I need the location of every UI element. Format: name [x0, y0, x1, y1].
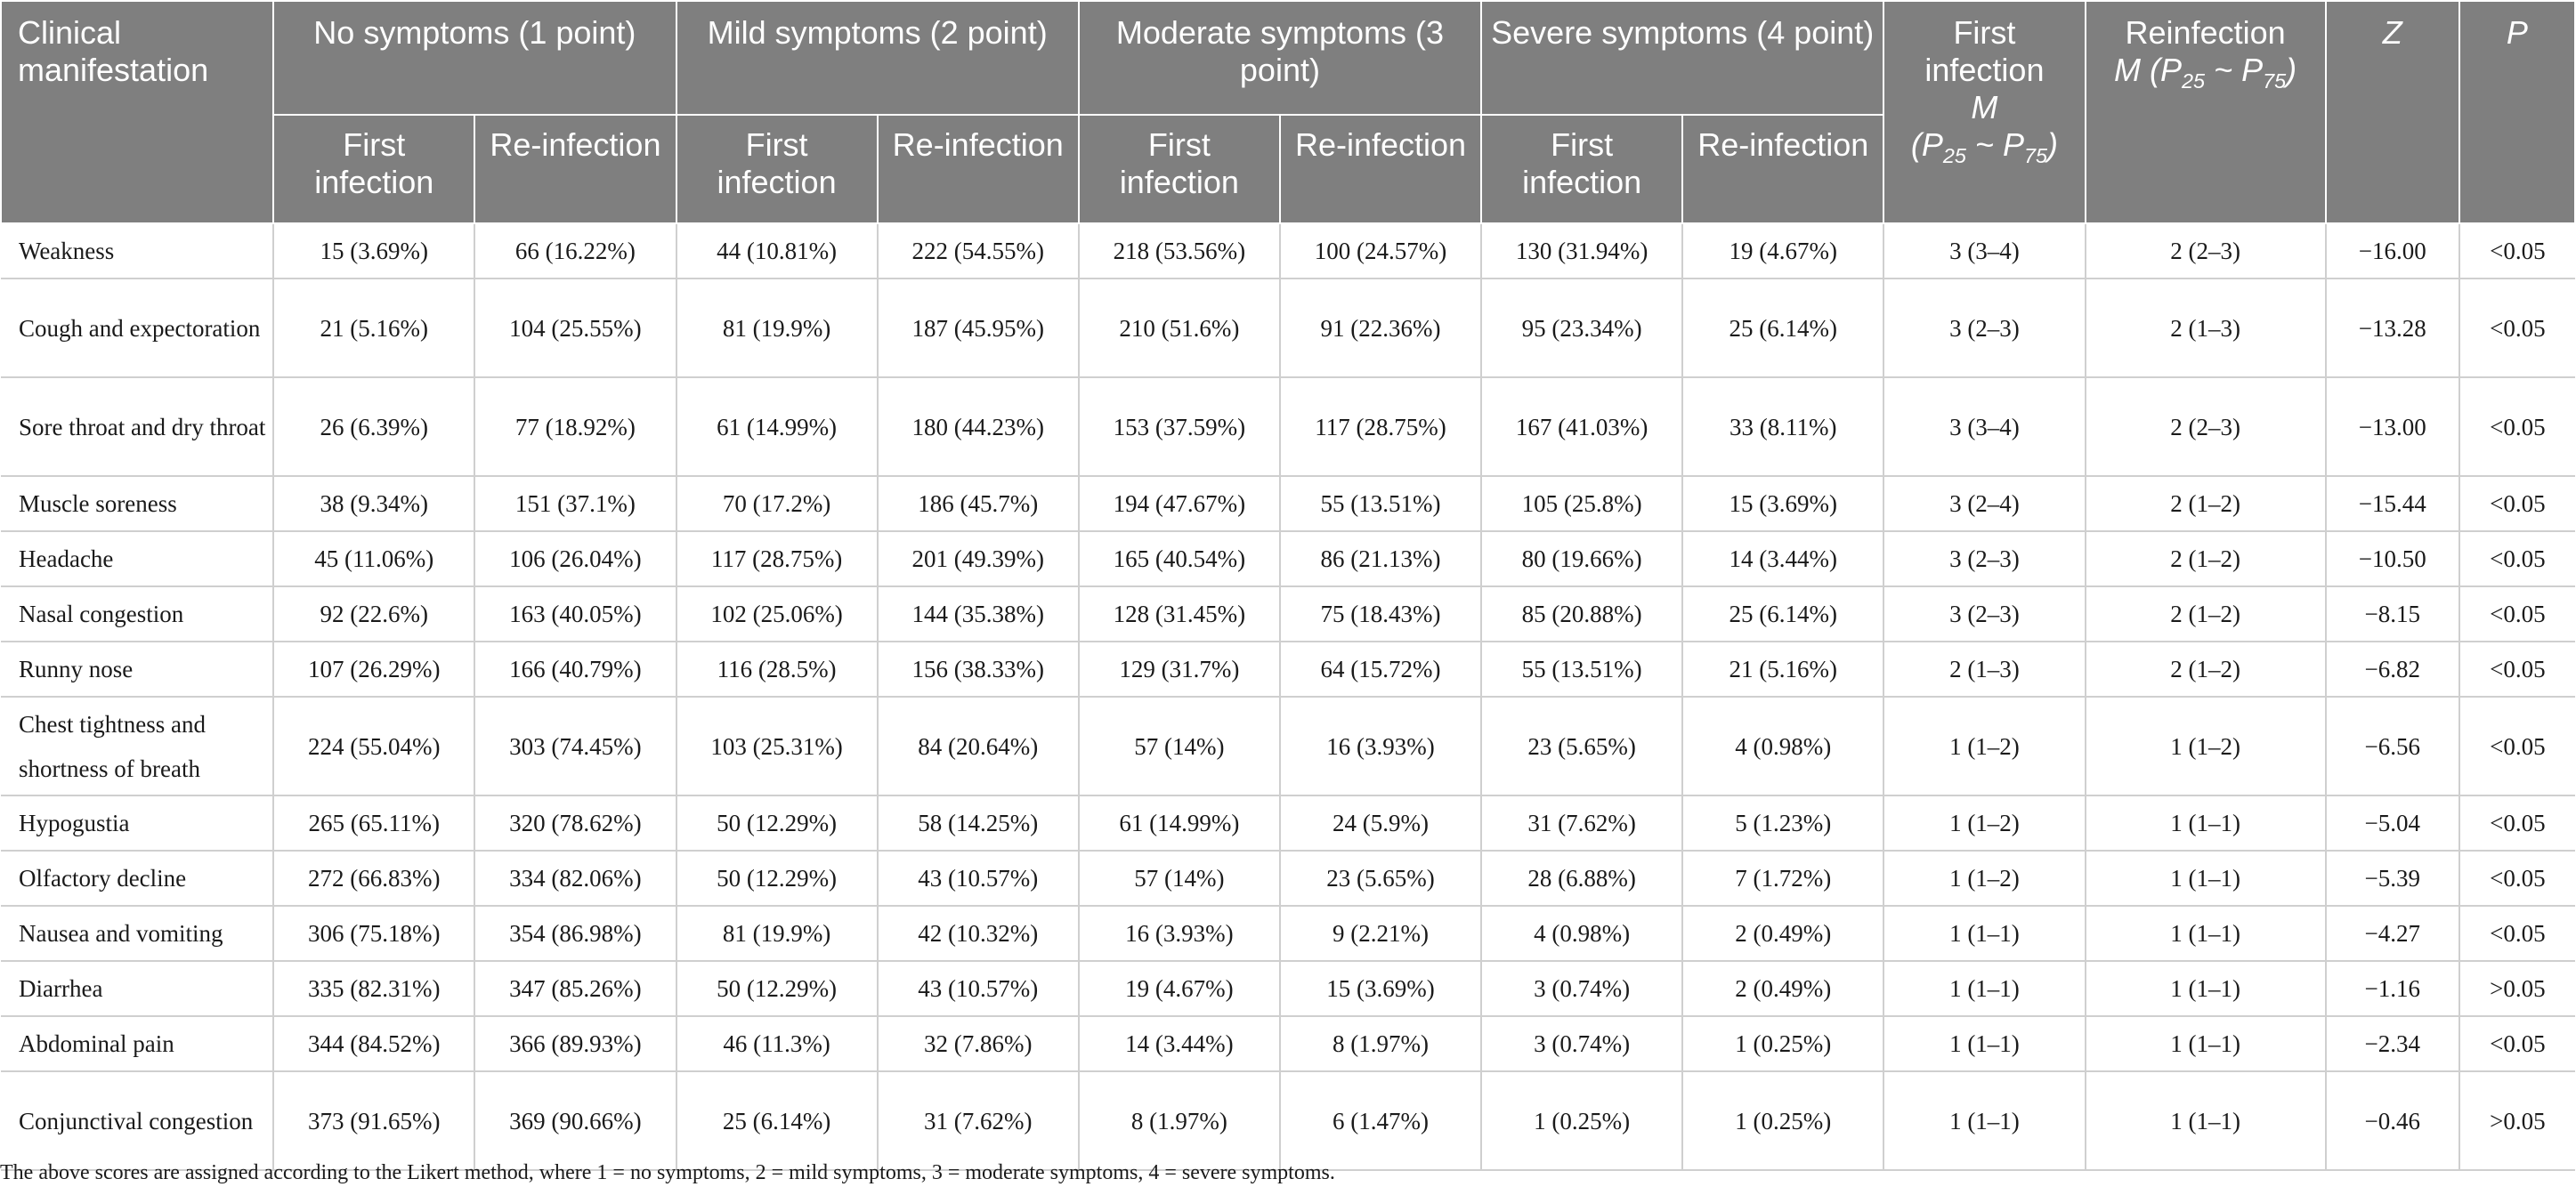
- cell-moderate-first: 194 (47.67%): [1079, 476, 1280, 531]
- cell-mild-first: 81 (19.9%): [676, 279, 878, 377]
- cell-no-re: 320 (78.62%): [474, 795, 676, 851]
- cell-severe-re: 25 (6.14%): [1682, 586, 1883, 642]
- cell-median-first: 1 (1–2): [1883, 795, 2085, 851]
- cell-p: <0.05: [2459, 279, 2575, 377]
- cell-z: −0.46: [2326, 1071, 2459, 1170]
- cell-median-re: 2 (1–2): [2086, 642, 2326, 697]
- cell-z: −8.15: [2326, 586, 2459, 642]
- table-row: [1, 1016, 2575, 1071]
- cell-mild-re: 180 (44.23%): [878, 377, 1079, 476]
- cell-moderate-re: 64 (15.72%): [1280, 642, 1481, 697]
- cell-severe-first: 95 (23.34%): [1481, 279, 1682, 377]
- cell-severe-re: 1 (0.25%): [1682, 1016, 1883, 1071]
- subheader-first-infection: First infection: [273, 115, 474, 223]
- cell-no-re: 166 (40.79%): [474, 642, 676, 697]
- cell-manifestation: Runny nose: [1, 642, 273, 697]
- cell-p: <0.05: [2459, 1016, 2575, 1071]
- cell-mild-re: 186 (45.7%): [878, 476, 1079, 531]
- cell-no-first: 344 (84.52%): [273, 1016, 474, 1071]
- cell-no-first: 15 (3.69%): [273, 223, 474, 279]
- cell-severe-re: 19 (4.67%): [1682, 223, 1883, 279]
- cell-severe-re: 2 (0.49%): [1682, 961, 1883, 1016]
- cell-severe-re: 1 (0.25%): [1682, 1071, 1883, 1170]
- cell-p: <0.05: [2459, 223, 2575, 279]
- cell-mild-first: 25 (6.14%): [676, 1071, 878, 1170]
- header-mild-symptoms: Mild symptoms (2 point): [676, 1, 1079, 115]
- header-no-symptoms: No symptoms (1 point): [273, 1, 676, 115]
- cell-no-first: 107 (26.29%): [273, 642, 474, 697]
- cell-manifestation: Muscle soreness: [1, 476, 273, 531]
- cell-median-re: 2 (1–2): [2086, 586, 2326, 642]
- cell-median-first: 1 (1–1): [1883, 1071, 2085, 1170]
- table-row: [1, 961, 2575, 1016]
- cell-no-re: 366 (89.93%): [474, 1016, 676, 1071]
- cell-moderate-first: 165 (40.54%): [1079, 531, 1280, 586]
- cell-median-first: 1 (1–1): [1883, 961, 2085, 1016]
- cell-manifestation: Diarrhea: [1, 961, 273, 1016]
- cell-no-re: 106 (26.04%): [474, 531, 676, 586]
- cell-median-first: 2 (1–3): [1883, 642, 2085, 697]
- table-body: [1, 223, 2575, 1170]
- cell-z: −2.34: [2326, 1016, 2459, 1071]
- cell-mild-first: 44 (10.81%): [676, 223, 878, 279]
- header-moderate-symptoms: Moderate symptoms (3 point): [1079, 1, 1481, 115]
- cell-severe-first: 4 (0.98%): [1481, 906, 1682, 961]
- cell-mild-first: 116 (28.5%): [676, 642, 878, 697]
- cell-manifestation: Sore throat and dry throat: [1, 377, 273, 476]
- subheader-re-infection: Re-infection: [474, 115, 676, 223]
- cell-no-re: 163 (40.05%): [474, 586, 676, 642]
- cell-severe-first: 1 (0.25%): [1481, 1071, 1682, 1170]
- cell-no-re: 104 (25.55%): [474, 279, 676, 377]
- cell-median-re: 1 (1–1): [2086, 851, 2326, 906]
- cell-median-first: 1 (1–1): [1883, 1016, 2085, 1071]
- cell-moderate-first: 61 (14.99%): [1079, 795, 1280, 851]
- p25-label: P: [1921, 126, 1943, 163]
- table-row: [1, 223, 2575, 279]
- header-z: Z: [2326, 1, 2459, 223]
- header-reinfection-m: M: [2114, 52, 2142, 88]
- cell-moderate-re: 100 (24.57%): [1280, 223, 1481, 279]
- cell-median-re: 2 (2–3): [2086, 377, 2326, 476]
- cell-manifestation: Abdominal pain: [1, 1016, 273, 1071]
- cell-moderate-re: 55 (13.51%): [1280, 476, 1481, 531]
- cell-severe-first: 85 (20.88%): [1481, 586, 1682, 642]
- cell-severe-first: 23 (5.65%): [1481, 697, 1682, 795]
- cell-no-first: 373 (91.65%): [273, 1071, 474, 1170]
- p25-sub: 25: [2182, 69, 2206, 93]
- cell-z: −5.04: [2326, 795, 2459, 851]
- cell-mild-first: 50 (12.29%): [676, 961, 878, 1016]
- subheader-first-infection: First infection: [676, 115, 878, 223]
- cell-no-re: 151 (37.1%): [474, 476, 676, 531]
- cell-moderate-re: 75 (18.43%): [1280, 586, 1481, 642]
- cell-median-re: 2 (2–3): [2086, 223, 2326, 279]
- cell-median-first: 3 (2–4): [1883, 476, 2085, 531]
- table-row: [1, 531, 2575, 586]
- p75-sub: 75: [2023, 144, 2047, 168]
- cell-manifestation: Chest tightness and shortness of breath: [1, 697, 273, 795]
- cell-median-re: 1 (1–1): [2086, 1016, 2326, 1071]
- cell-p: <0.05: [2459, 697, 2575, 795]
- cell-median-first: 1 (1–2): [1883, 851, 2085, 906]
- cell-mild-re: 144 (35.38%): [878, 586, 1079, 642]
- cell-mild-re: 32 (7.86%): [878, 1016, 1079, 1071]
- cell-moderate-first: 19 (4.67%): [1079, 961, 1280, 1016]
- cell-moderate-re: 8 (1.97%): [1280, 1016, 1481, 1071]
- cell-moderate-first: 218 (53.56%): [1079, 223, 1280, 279]
- cell-p: >0.05: [2459, 961, 2575, 1016]
- subheader-first-infection: First infection: [1481, 115, 1682, 223]
- table-row: [1, 476, 2575, 531]
- header-reinfection-median: Reinfection M ($P_{25}$ ~ $P_{75}$): [2086, 1, 2326, 223]
- cell-p: <0.05: [2459, 642, 2575, 697]
- cell-median-first: 3 (3–4): [1883, 377, 2085, 476]
- cell-moderate-first: 57 (14%): [1079, 851, 1280, 906]
- p25-label: P: [2160, 52, 2183, 88]
- cell-moderate-re: 9 (2.21%): [1280, 906, 1481, 961]
- subheader-re-infection: Re-infection: [1682, 115, 1883, 223]
- cell-no-re: 303 (74.45%): [474, 697, 676, 795]
- table-row: [1, 851, 2575, 906]
- cell-severe-re: 33 (8.11%): [1682, 377, 1883, 476]
- cell-p: <0.05: [2459, 851, 2575, 906]
- cell-median-first: 3 (2–3): [1883, 279, 2085, 377]
- cell-median-first: 1 (1–2): [1883, 697, 2085, 795]
- table-header: [1, 1, 2575, 223]
- p75-label: P: [2241, 52, 2264, 88]
- cell-z: −16.00: [2326, 223, 2459, 279]
- cell-median-first: 3 (2–3): [1883, 531, 2085, 586]
- cell-moderate-first: 16 (3.93%): [1079, 906, 1280, 961]
- table-footnote: The above scores are assigned according to the Likert method, where 1 = no symptoms, 2 = mild symptoms, 3 = moderate symptoms, 4 = severe symptoms.: [0, 1161, 1335, 1184]
- cell-mild-first: 50 (12.29%): [676, 851, 878, 906]
- subheader-re-infection: Re-infection: [1280, 115, 1481, 223]
- cell-moderate-first: 210 (51.6%): [1079, 279, 1280, 377]
- cell-z: −1.16: [2326, 961, 2459, 1016]
- cell-no-first: 265 (65.11%): [273, 795, 474, 851]
- cell-moderate-re: 24 (5.9%): [1280, 795, 1481, 851]
- cell-moderate-first: 8 (1.97%): [1079, 1071, 1280, 1170]
- cell-severe-first: 105 (25.8%): [1481, 476, 1682, 531]
- table-row: [1, 586, 2575, 642]
- cell-no-re: 66 (16.22%): [474, 223, 676, 279]
- cell-mild-first: 70 (17.2%): [676, 476, 878, 531]
- header-severe-symptoms: Severe symptoms (4 point): [1481, 1, 1883, 115]
- cell-z: −5.39: [2326, 851, 2459, 906]
- cell-no-first: 306 (75.18%): [273, 906, 474, 961]
- cell-severe-first: 55 (13.51%): [1481, 642, 1682, 697]
- cell-p: <0.05: [2459, 377, 2575, 476]
- cell-no-first: 272 (66.83%): [273, 851, 474, 906]
- cell-mild-first: 61 (14.99%): [676, 377, 878, 476]
- cell-z: −6.56: [2326, 697, 2459, 795]
- table-row: [1, 906, 2575, 961]
- cell-mild-first: 103 (25.31%): [676, 697, 878, 795]
- cell-mild-first: 102 (25.06%): [676, 586, 878, 642]
- cell-moderate-first: 14 (3.44%): [1079, 1016, 1280, 1071]
- cell-no-re: 334 (82.06%): [474, 851, 676, 906]
- cell-no-first: 21 (5.16%): [273, 279, 474, 377]
- cell-manifestation: Nausea and vomiting: [1, 906, 273, 961]
- cell-manifestation: Headache: [1, 531, 273, 586]
- cell-p: <0.05: [2459, 476, 2575, 531]
- cell-severe-re: 25 (6.14%): [1682, 279, 1883, 377]
- cell-severe-first: 31 (7.62%): [1481, 795, 1682, 851]
- cell-no-first: 224 (55.04%): [273, 697, 474, 795]
- cell-manifestation: Conjunctival congestion: [1, 1071, 273, 1170]
- cell-median-re: 2 (1–2): [2086, 531, 2326, 586]
- p75-label: P: [2002, 126, 2024, 163]
- cell-no-re: 347 (85.26%): [474, 961, 676, 1016]
- cell-severe-re: 2 (0.49%): [1682, 906, 1883, 961]
- table-row: [1, 377, 2575, 476]
- cell-mild-first: 117 (28.75%): [676, 531, 878, 586]
- cell-median-re: 2 (1–2): [2086, 476, 2326, 531]
- cell-no-re: 354 (86.98%): [474, 906, 676, 961]
- cell-mild-re: 201 (49.39%): [878, 531, 1079, 586]
- cell-z: −15.44: [2326, 476, 2459, 531]
- cell-moderate-re: 23 (5.65%): [1280, 851, 1481, 906]
- cell-no-first: 26 (6.39%): [273, 377, 474, 476]
- cell-no-re: 77 (18.92%): [474, 377, 676, 476]
- cell-moderate-first: 57 (14%): [1079, 697, 1280, 795]
- p75-sub: 75: [2263, 69, 2287, 93]
- cell-mild-re: 43 (10.57%): [878, 851, 1079, 906]
- cell-median-re: 1 (1–1): [2086, 961, 2326, 1016]
- cell-no-first: 45 (11.06%): [273, 531, 474, 586]
- cell-moderate-re: 6 (1.47%): [1280, 1071, 1481, 1170]
- cell-moderate-re: 16 (3.93%): [1280, 697, 1481, 795]
- subheader-first-infection: First infection: [1079, 115, 1280, 223]
- cell-manifestation: Hypogustia: [1, 795, 273, 851]
- cell-moderate-first: 129 (31.7%): [1079, 642, 1280, 697]
- cell-manifestation: Nasal congestion: [1, 586, 273, 642]
- cell-z: −10.50: [2326, 531, 2459, 586]
- cell-mild-re: 222 (54.55%): [878, 223, 1079, 279]
- cell-severe-first: 28 (6.88%): [1481, 851, 1682, 906]
- table-row: [1, 642, 2575, 697]
- cell-no-first: 92 (22.6%): [273, 586, 474, 642]
- cell-median-first: 3 (2–3): [1883, 586, 2085, 642]
- cell-median-first: 1 (1–1): [1883, 906, 2085, 961]
- cell-severe-first: 3 (0.74%): [1481, 961, 1682, 1016]
- cell-no-re: 369 (90.66%): [474, 1071, 676, 1170]
- cell-median-re: 1 (1–2): [2086, 697, 2326, 795]
- header-first-infection-m: M: [1971, 89, 1998, 125]
- cell-manifestation: Cough and expectoration: [1, 279, 273, 377]
- header-reinfection-label: Reinfection: [2125, 14, 2286, 51]
- cell-mild-first: 46 (11.3%): [676, 1016, 878, 1071]
- p25-sub: 25: [1942, 144, 1966, 168]
- cell-p: >0.05: [2459, 1071, 2575, 1170]
- cell-median-re: 2 (1–3): [2086, 279, 2326, 377]
- cell-severe-re: 14 (3.44%): [1682, 531, 1883, 586]
- cell-z: −4.27: [2326, 906, 2459, 961]
- cell-median-first: 3 (3–4): [1883, 223, 2085, 279]
- cell-severe-first: 167 (41.03%): [1481, 377, 1682, 476]
- cell-mild-re: 42 (10.32%): [878, 906, 1079, 961]
- header-clinical-manifestation: Clinical manifestation: [1, 1, 273, 223]
- cell-severe-first: 80 (19.66%): [1481, 531, 1682, 586]
- cell-p: <0.05: [2459, 795, 2575, 851]
- header-first-infection-label: First infection: [1924, 14, 2045, 88]
- cell-mild-re: 31 (7.62%): [878, 1071, 1079, 1170]
- cell-p: <0.05: [2459, 586, 2575, 642]
- cell-moderate-re: 86 (21.13%): [1280, 531, 1481, 586]
- cell-severe-re: 21 (5.16%): [1682, 642, 1883, 697]
- cell-median-re: 1 (1–1): [2086, 906, 2326, 961]
- cell-moderate-re: 15 (3.69%): [1280, 961, 1481, 1016]
- cell-mild-re: 58 (14.25%): [878, 795, 1079, 851]
- cell-severe-re: 7 (1.72%): [1682, 851, 1883, 906]
- cell-z: −6.82: [2326, 642, 2459, 697]
- cell-moderate-re: 91 (22.36%): [1280, 279, 1481, 377]
- cell-z: −13.28: [2326, 279, 2459, 377]
- cell-mild-re: 84 (20.64%): [878, 697, 1079, 795]
- table-row: [1, 697, 2575, 795]
- cell-manifestation: Olfactory decline: [1, 851, 273, 906]
- cell-no-first: 335 (82.31%): [273, 961, 474, 1016]
- table-row: [1, 795, 2575, 851]
- table-row: [1, 279, 2575, 377]
- subheader-re-infection: Re-infection: [878, 115, 1079, 223]
- cell-severe-re: 15 (3.69%): [1682, 476, 1883, 531]
- cell-no-first: 38 (9.34%): [273, 476, 474, 531]
- cell-mild-re: 187 (45.95%): [878, 279, 1079, 377]
- header-p: P: [2459, 1, 2575, 223]
- tilde: ~: [1965, 126, 2003, 163]
- cell-mild-first: 81 (19.9%): [676, 906, 878, 961]
- cell-manifestation: Weakness: [1, 223, 273, 279]
- cell-mild-first: 50 (12.29%): [676, 795, 878, 851]
- cell-median-re: 1 (1–1): [2086, 795, 2326, 851]
- cell-mild-re: 156 (38.33%): [878, 642, 1079, 697]
- cell-severe-first: 3 (0.74%): [1481, 1016, 1682, 1071]
- header-first-infection-median: First infection M ($P_{25}$ ~ $P_{75}$): [1883, 1, 2085, 223]
- cell-median-re: 1 (1–1): [2086, 1071, 2326, 1170]
- cell-p: <0.05: [2459, 531, 2575, 586]
- table-row: [1, 1071, 2575, 1170]
- cell-severe-first: 130 (31.94%): [1481, 223, 1682, 279]
- cell-mild-re: 43 (10.57%): [878, 961, 1079, 1016]
- cell-severe-re: 4 (0.98%): [1682, 697, 1883, 795]
- tilde: ~: [2205, 52, 2242, 88]
- cell-severe-re: 5 (1.23%): [1682, 795, 1883, 851]
- cell-p: <0.05: [2459, 906, 2575, 961]
- cell-moderate-re: 117 (28.75%): [1280, 377, 1481, 476]
- cell-moderate-first: 153 (37.59%): [1079, 377, 1280, 476]
- cell-moderate-first: 128 (31.45%): [1079, 586, 1280, 642]
- cell-z: −13.00: [2326, 377, 2459, 476]
